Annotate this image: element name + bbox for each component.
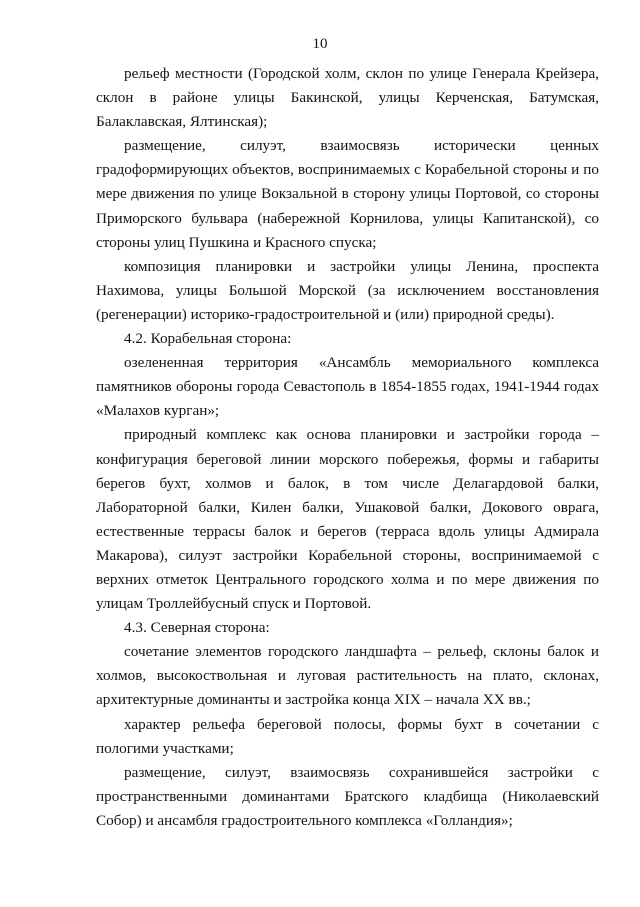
document-body: [96, 62, 599, 833]
paragraph-coastal-relief: характер рельефа береговой полосы, формы бухт в сочетании с пологими участками;: [96, 715, 599, 757]
paragraph-placement-silhouette: размещение, силуэт, взаимосвязь исторически ценных градоформирующих объектов, воспринимаемых с Корабельной стороны и по мере движения по улице Вокзальной в сторону улицы Портовой, со стороны Приморского бульвара (набережной Корнилова, улицы Капитанской), со стороны улиц Пушкина и Красного спуска;: [96, 137, 599, 251]
paragraph-relief: рельеф местности (Городской холм, склон по улице Генерала Крейзера, склон в районе улицы Бакинской, улицы Керченская, Батумская, Балаклавская, Ялтинская);: [96, 65, 599, 131]
paragraph-malakhov-kurgan: озелененная территория «Ансамбль мемориального комплекса памятников обороны города Севастополь в 1854-1855 годах, 1941-1944 годах «Малахов курган»;: [96, 354, 599, 420]
section-heading-korabelnaya: 4.2. Корабельная сторона:: [124, 330, 292, 348]
section-heading-severnaya: 4.3. Северная сторона:: [124, 619, 270, 637]
paragraph-landscape-elements: сочетание элементов городского ландшафта – рельеф, склоны балок и холмов, высокоствольная и луговая растительность на плато, склонах, архитектурные доминанты и застройка конца XIX – начала XX вв.;: [96, 643, 599, 709]
paragraph-composition: композиция планировки и застройки улицы Ленина, проспекта Нахимова, улицы Большой Морской (за исключением восстановления (регенерации) историко-градостроительной и (или) природной среды).: [96, 257, 599, 323]
paragraph-natural-complex: природный комплекс как основа планировки и застройки города – конфигурация береговой линии морского побережья, формы и габариты берегов бухт, холмов и балок, в том числе Делагардовой балки, Лабораторной балки, Килен балки, Ушаковой балки, Докового оврага, естественные террасы балок и берегов (терраса вдоль улицы Адмирала Макарова), силуэт застройки Корабельной стороны, воспринимаемой с верхних отметок Центрального городского холма и по мере движения по улицам Троллейбусный спуск и Портовой.: [96, 426, 599, 613]
paragraph-placement-dominants: размещение, силуэт, взаимосвязь сохранившейся застройки с пространственными доминантами Братского кладбища (Николаевский Собор) и ансамбля градостроительного комплекса «Голландия»;: [96, 763, 599, 829]
page-number: 10: [312, 36, 328, 52]
